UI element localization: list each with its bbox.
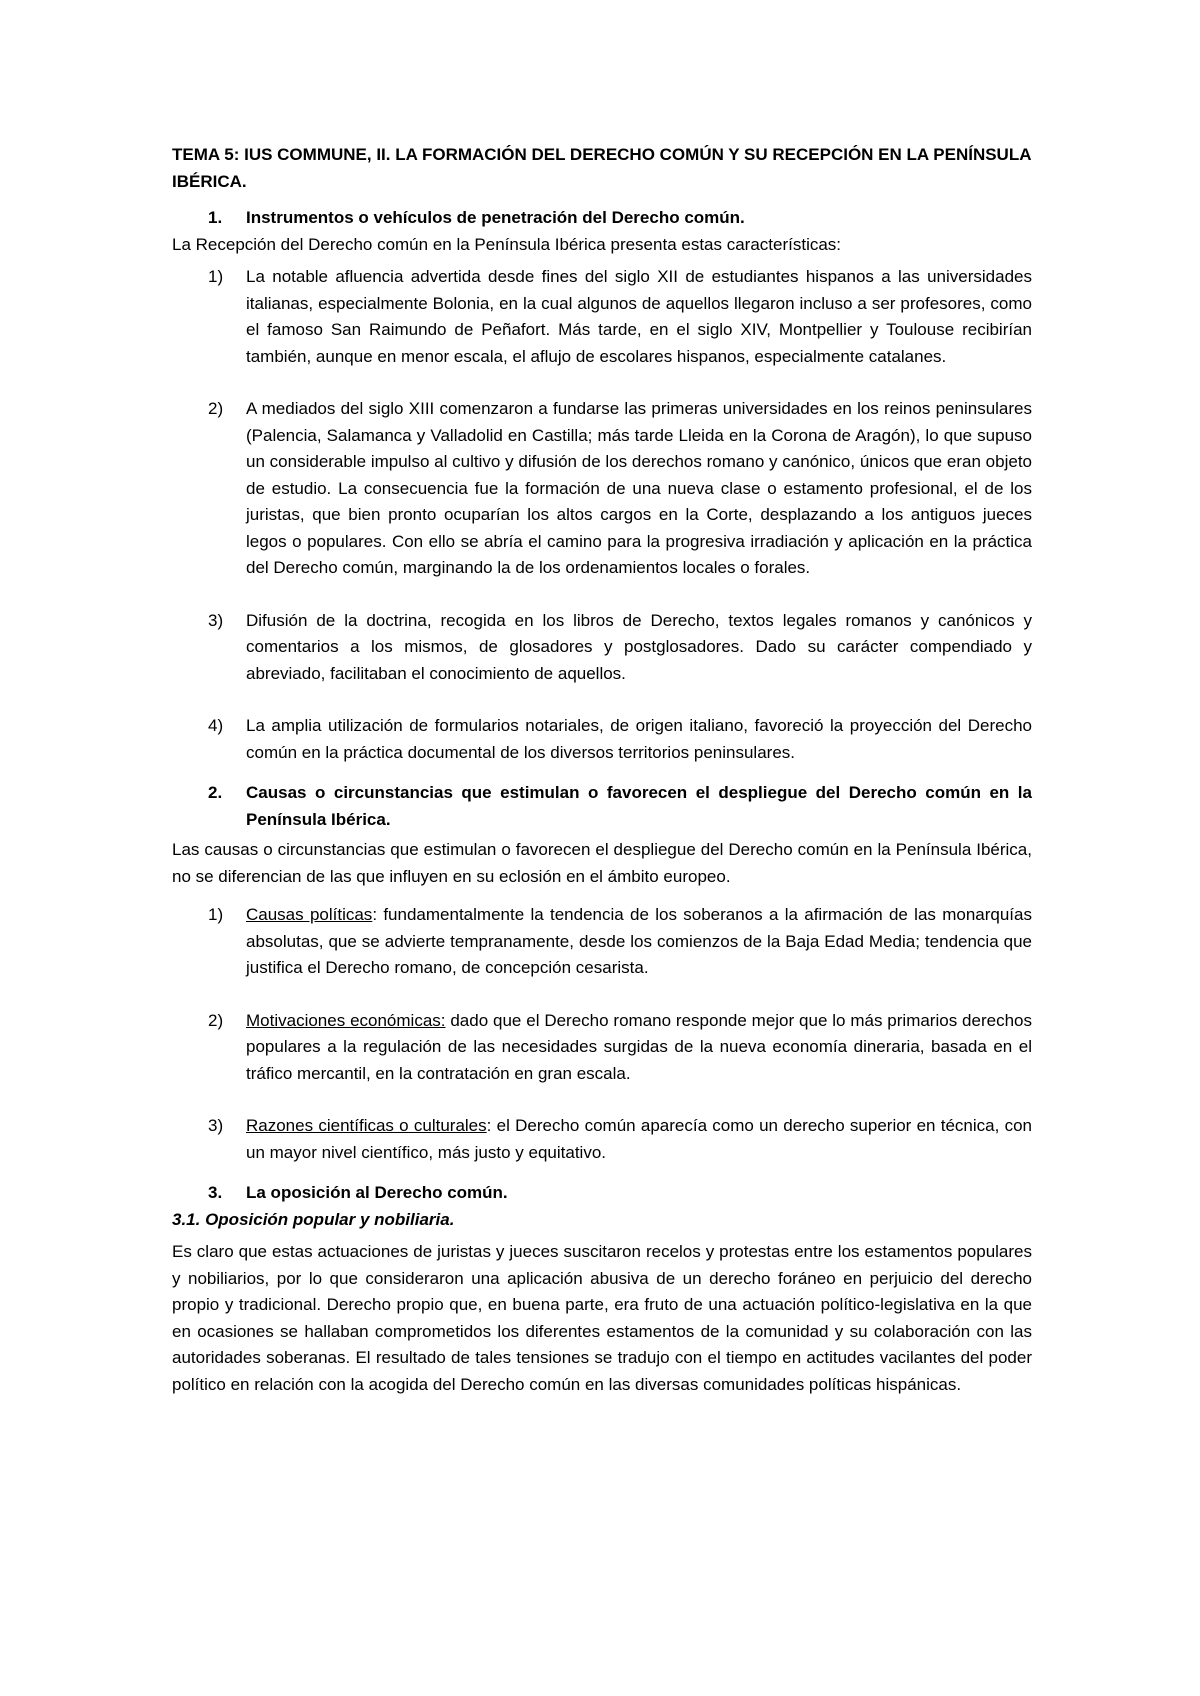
document-title: TEMA 5: IUS COMMUNE, II. LA FORMACIÓN DEL DERECHO COMÚN Y SU RECEPCIÓN EN LA PENÍNSULA IBÉRICA. bbox=[172, 145, 1031, 191]
document-body bbox=[172, 142, 1032, 1404]
section-3-heading bbox=[172, 1180, 1032, 1207]
list-item-number: 3) bbox=[208, 610, 224, 630]
list-item-label: Causas políticas bbox=[246, 905, 373, 924]
list-item-text: A mediados del siglo XIII comenzaron a fundarse las primeras universidades en los reinos peninsulares (Palencia, Salamanca y Valladolid en Castilla; más tarde Lleida en la Corona de Aragón), lo que supuso un considerable impulso al cultivo y difusión de los derechos romano y canónico, únicos que eran objeto de estudio. La consecuencia fue la formación de una nueva clase o estamento profesional, el de los juristas, que bien pronto ocuparían los altos cargos en la Corte, desplazando a los antiguos jueces legos o populares. Con ello se abría el camino para la progresiva irradiación y aplicación en la práctica del Derecho común, marginando la de los ordenamientos locales o forales. bbox=[246, 399, 1032, 577]
list-item-number: 4) bbox=[208, 716, 224, 735]
list-item-text: La notable afluencia advertida desde fines del siglo XII de estudiantes hispanos a las universidades italianas, especialmente Bolonia, en la cual algunos de aquellos llegaron incluso a ser profesores, como el famoso San Raimundo de Peñafort. Más tarde, en el siglo XIV, Montpellier y Toulouse recibirían también, aunque en menor escala, el aflujo de escolares hispanos, especialmente catalanes. bbox=[246, 267, 1032, 366]
list-item-number: 2) bbox=[208, 1010, 224, 1030]
list-item bbox=[172, 396, 1032, 582]
section-3-1-heading: 3.1. Oposición popular y nobiliaria. bbox=[172, 1209, 455, 1229]
section-2-intro: Las causas o circunstancias que estimulan o favorecen el despliegue del Derecho común en la Península Ibérica, no se diferencian de las que influyen en su eclosión en el ámbito europeo. bbox=[172, 840, 1032, 886]
list-item bbox=[172, 1113, 1032, 1166]
list-item bbox=[172, 1008, 1032, 1088]
section-1-heading-text: Instrumentos o vehículos de penetración del Derecho común. bbox=[246, 208, 745, 227]
section-3-1-text: Es claro que estas actuaciones de juristas y jueces suscitaron recelos y protestas entre los estamentos populares y nobiliarios, por lo que consideraron una aplicación abusiva de un derecho foráneo en perjuicio del derecho propio y tradicional. Derecho propio que, en buena parte, era fruto de una actuación político-legislativa en la que en ocasiones se hallaban comprometidos los diferentes estamentos de la comunidad y su colaboración con las autoridades soberanas. El resultado de tales tensiones se tradujo con el tiempo en actitudes vacilantes del poder político en relación con la acogida del Derecho común en las diversas comunidades políticas hispánicas. bbox=[172, 1242, 1032, 1394]
list-item-number: 3) bbox=[208, 1116, 224, 1135]
list-item-text: dado que el Derecho romano responde mejor que lo más primarios derechos populares a la regulación de las necesidades surgidas de la nueva economía dineraria, basada en el tráfico mercantil, en la contratación en gran escala. bbox=[246, 1010, 1032, 1083]
section-1-intro: La Recepción del Derecho común en la Península Ibérica presenta estas características: bbox=[172, 234, 842, 254]
list-item bbox=[172, 264, 1032, 370]
list-item bbox=[172, 608, 1032, 688]
section-2-number: 2. bbox=[208, 783, 223, 802]
section-2-heading-text: Causas o circunstancias que estimulan o favorecen el despliegue del Derecho común en la Península Ibérica. bbox=[246, 783, 1032, 829]
section-3-heading-text: La oposición al Derecho común. bbox=[246, 1183, 508, 1202]
section-2-heading bbox=[172, 780, 1032, 833]
list-item-label: Razones científicas o culturales bbox=[246, 1116, 487, 1135]
list-item-label: Motivaciones económicas: bbox=[246, 1010, 446, 1030]
section-3-number: 3. bbox=[208, 1183, 223, 1202]
section-1-number: 1. bbox=[208, 208, 223, 227]
list-item-number: 1) bbox=[208, 905, 224, 924]
list-item bbox=[172, 713, 1032, 766]
section-1-list bbox=[172, 264, 1032, 766]
list-item-number: 1) bbox=[208, 267, 224, 286]
section-1-heading bbox=[172, 205, 1032, 232]
list-item-text: : el Derecho común aparecía como un derecho superior en técnica, con un mayor nivel científico, más justo y equitativo. bbox=[246, 1116, 1032, 1162]
list-item bbox=[172, 902, 1032, 982]
list-item-text: Difusión de la doctrina, recogida en los libros de Derecho, textos legales romanos y canónicos y comentarios a los mismos, de glosadores y postglosadores. Dado su carácter compendiado y abreviado, facilitaban el conocimiento de aquellos. bbox=[246, 610, 1032, 683]
section-2-list bbox=[172, 902, 1032, 1166]
list-item-text: : fundamentalmente la tendencia de los soberanos a la afirmación de las monarquías absolutas, que se advierte tempranamente, desde los comienzos de la Baja Edad Media; tendencia que justifica el Derecho romano, de concepción cesarista. bbox=[246, 905, 1032, 977]
list-item-text: La amplia utilización de formularios notariales, de origen italiano, favoreció la proyección del Derecho común en la práctica documental de los diversos territorios peninsulares. bbox=[246, 716, 1032, 762]
list-item-number: 2) bbox=[208, 399, 224, 418]
